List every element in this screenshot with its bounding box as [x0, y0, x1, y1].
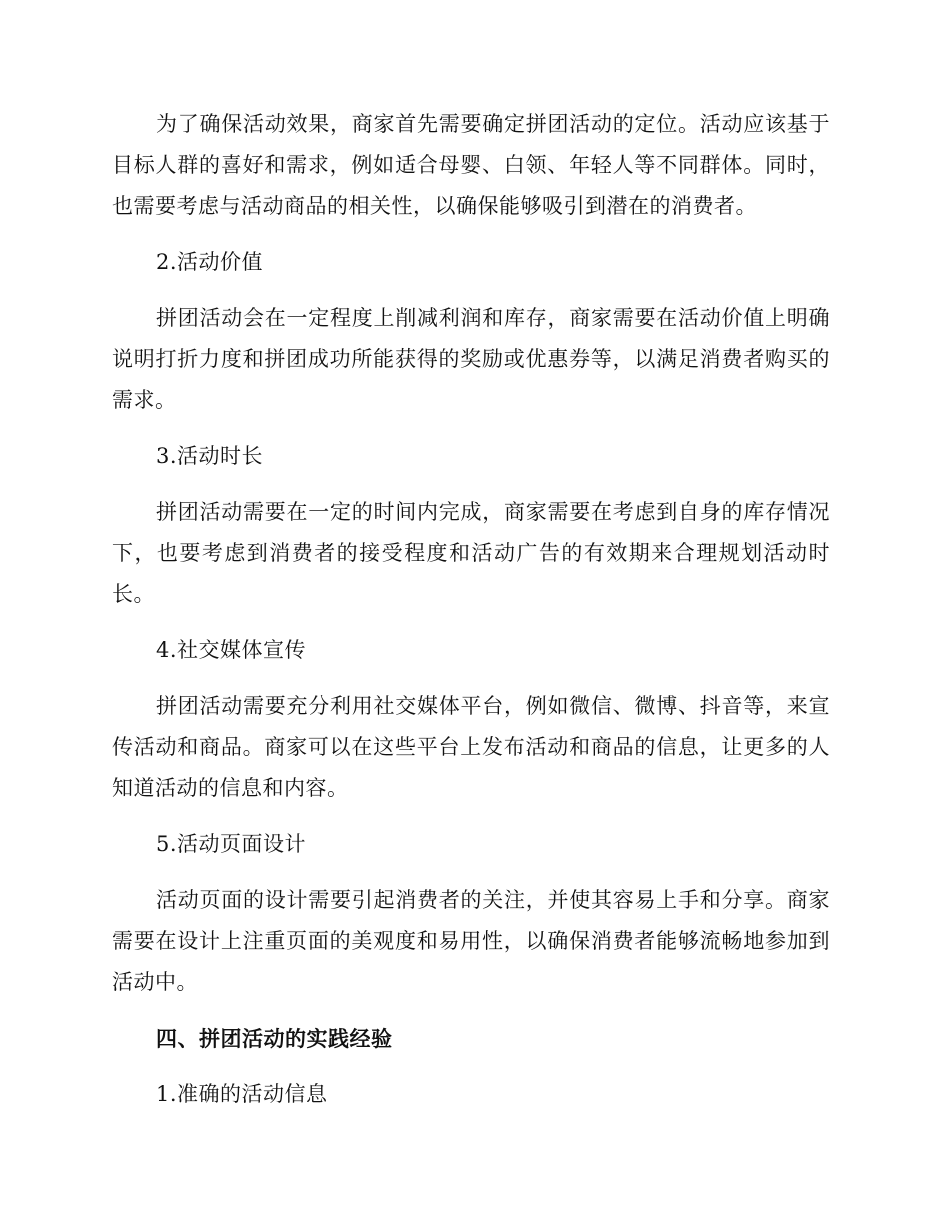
subheading-page-design: 5.活动页面设计 [156, 832, 307, 856]
paragraph-positioning: 为了确保活动效果，商家首先需要确定拼团活动的定位。活动应该基于目标人群的喜好和需求，例如适合母婴、白领、年轻人等不同群体。同时，也需要考虑与活动商品的相关性，以确保能够吸引到潜在的消费者。 [112, 112, 830, 218]
section-heading-practice: 四、拼团活动的实践经验 [156, 1026, 393, 1051]
subheading-accurate-info: 1.准确的活动信息 [156, 1082, 328, 1106]
paragraph-page-design: 活动页面的设计需要引起消费者的关注，并使其容易上手和分享。商家需要在设计上注重页面的美观度和易用性，以确保消费者能够流畅地参加到活动中。 [112, 888, 830, 994]
subheading-social-media: 4.社交媒体宣传 [156, 638, 307, 662]
paragraph-activity-value: 拼团活动会在一定程度上削减利润和库存，商家需要在活动价值上明确说明打折力度和拼团成功所能获得的奖励或优惠券等，以满足消费者购买的需求。 [112, 306, 830, 412]
paragraph-activity-duration: 拼团活动需要在一定的时间内完成，商家需要在考虑到自身的库存情况下，也要考虑到消费者的接受程度和活动广告的有效期来合理规划活动时长。 [112, 500, 830, 606]
paragraph-social-media: 拼团活动需要充分利用社交媒体平台，例如微信、微博、抖音等，来宣传活动和商品。商家可以在这些平台上发布活动和商品的信息，让更多的人知道活动的信息和内容。 [112, 694, 830, 800]
subheading-activity-duration: 3.活动时长 [156, 444, 264, 468]
document-body [112, 104, 830, 1130]
subheading-activity-value: 2.活动价值 [156, 250, 264, 274]
